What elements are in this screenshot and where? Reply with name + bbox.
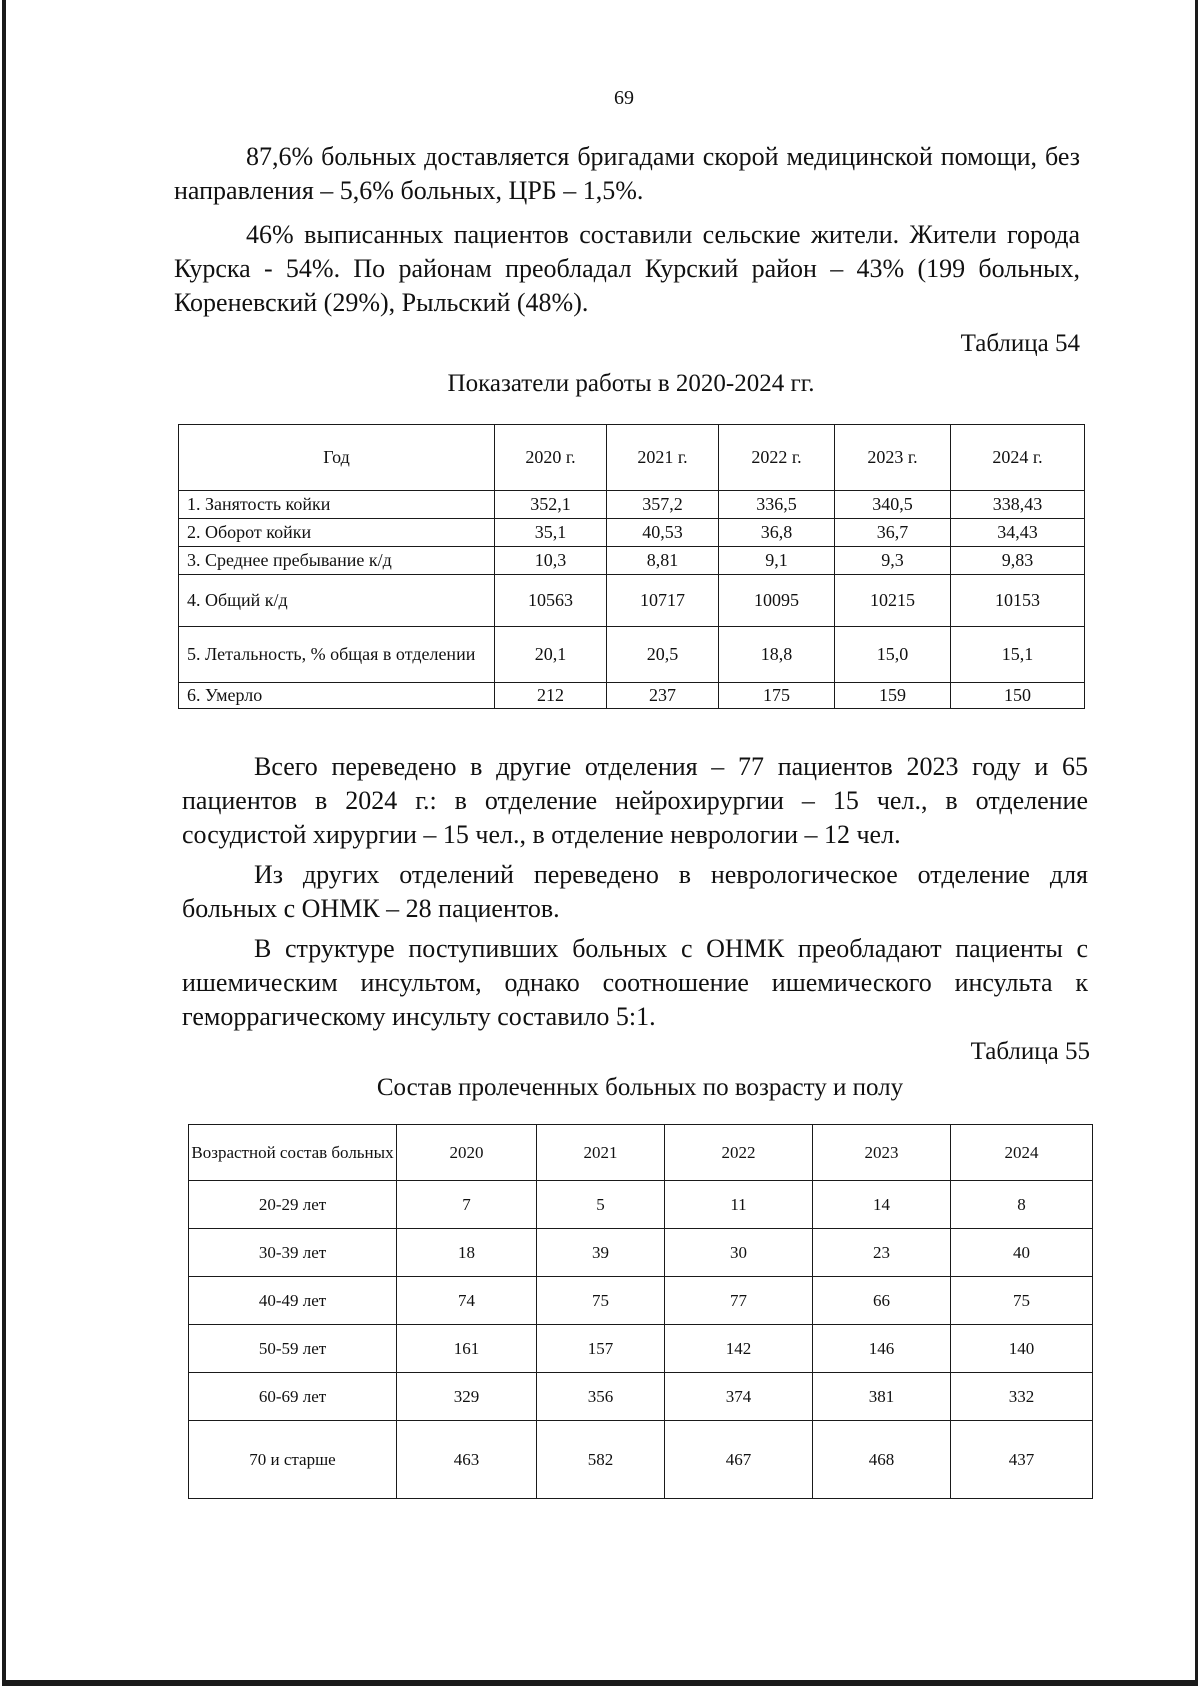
cell: 467 — [665, 1421, 813, 1499]
cell: 142 — [665, 1325, 813, 1373]
header-cell: 2024 г. — [951, 425, 1085, 491]
cell: 18,8 — [719, 627, 835, 683]
cell: 20,1 — [495, 627, 607, 683]
paragraph: В структуре поступивших больных с ОНМК преобладают пациенты с ишемическим инсультом, однако соотношение ишемического инсульта к геморрагическому инсульту составило 5:1. — [182, 934, 1088, 1031]
cell: 9,83 — [951, 547, 1085, 575]
table-row — [189, 1181, 1093, 1229]
cell: 437 — [951, 1421, 1093, 1499]
cell: 23 — [813, 1229, 951, 1277]
paragraph: 87,6% больных доставляется бригадами скорой медицинской помощи, без направления – 5,6% больных, ЦРБ – 1,5%. — [174, 142, 1080, 205]
cell: 146 — [813, 1325, 951, 1373]
cell: 75 — [537, 1277, 665, 1325]
cell: 77 — [665, 1277, 813, 1325]
cell: 8,81 — [607, 547, 719, 575]
body-text — [182, 750, 1088, 1034]
cell: 157 — [537, 1325, 665, 1373]
header-cell: 2022 — [665, 1125, 813, 1181]
paragraph: 46% выписанных пациентов составили сельские жители. Жители города Курска - 54%. По районам преобладал Курский район – 43% (199 больных, Кореневский (29%), Рыльский (48%). — [174, 220, 1080, 317]
table-row — [189, 1229, 1093, 1277]
table54-label: Таблица 54 — [960, 330, 1080, 357]
cell: 8 — [951, 1181, 1093, 1229]
cell: 237 — [607, 683, 719, 709]
paragraph: Всего переведено в другие отделения – 77 пациентов 2023 году и 65 пациентов в 2024 г.: в отделение нейрохирургии – 15 чел., в отделение сосудистой хирургии – 15 чел., в отделение неврологии – 12 чел. — [182, 752, 1088, 849]
cell: 36,7 — [835, 519, 951, 547]
header-cell: Год — [179, 425, 495, 491]
cell: 75 — [951, 1277, 1093, 1325]
cell: 336,5 — [719, 491, 835, 519]
cell: 212 — [495, 683, 607, 709]
cell: 338,43 — [951, 491, 1085, 519]
table-row — [179, 519, 1085, 547]
row-label: 20-29 лет — [189, 1181, 397, 1229]
cell: 34,43 — [951, 519, 1085, 547]
cell: 20,5 — [607, 627, 719, 683]
header-cell: 2020 — [397, 1125, 537, 1181]
table-row — [189, 1421, 1093, 1499]
table-row — [179, 575, 1085, 627]
cell: 352,1 — [495, 491, 607, 519]
cell: 356 — [537, 1373, 665, 1421]
cell: 36,8 — [719, 519, 835, 547]
cell: 10153 — [951, 575, 1085, 627]
header-cell: 2021 г. — [607, 425, 719, 491]
table-header-row — [179, 425, 1085, 491]
cell: 15,1 — [951, 627, 1085, 683]
header-cell: 2024 — [951, 1125, 1093, 1181]
cell: 40,53 — [607, 519, 719, 547]
table-row — [189, 1325, 1093, 1373]
row-label: 6. Умерло — [179, 683, 495, 709]
cell: 140 — [951, 1325, 1093, 1373]
row-label: 40-49 лет — [189, 1277, 397, 1325]
cell: 468 — [813, 1421, 951, 1499]
cell: 582 — [537, 1421, 665, 1499]
cell: 11 — [665, 1181, 813, 1229]
cell: 329 — [397, 1373, 537, 1421]
cell: 463 — [397, 1421, 537, 1499]
cell: 5 — [537, 1181, 665, 1229]
table-row — [179, 683, 1085, 709]
cell: 159 — [835, 683, 951, 709]
cell: 161 — [397, 1325, 537, 1373]
cell: 66 — [813, 1277, 951, 1325]
cell: 9,3 — [835, 547, 951, 575]
row-label: 70 и старше — [189, 1421, 397, 1499]
row-label: 50-59 лет — [189, 1325, 397, 1373]
cell: 381 — [813, 1373, 951, 1421]
header-cell: 2023 — [813, 1125, 951, 1181]
header-cell: 2023 г. — [835, 425, 951, 491]
header-cell: Возрастной состав больных — [189, 1125, 397, 1181]
page-number: 69 — [614, 87, 634, 109]
cell: 357,2 — [607, 491, 719, 519]
header-cell: 2022 г. — [719, 425, 835, 491]
cell: 30 — [665, 1229, 813, 1277]
row-label: 1. Занятость койки — [179, 491, 495, 519]
row-label: 5. Летальность, % общая в отделении — [179, 627, 495, 683]
table-row — [179, 627, 1085, 683]
row-label: 4. Общий к/д — [179, 575, 495, 627]
row-label: 3. Среднее пребывание к/д — [179, 547, 495, 575]
cell: 7 — [397, 1181, 537, 1229]
table-row — [179, 491, 1085, 519]
table-row — [179, 547, 1085, 575]
table55-title: Состав пролеченных больных по возрасту и полу — [376, 1074, 904, 1101]
cell: 10717 — [607, 575, 719, 627]
row-label: 2. Оборот койки — [179, 519, 495, 547]
cell: 332 — [951, 1373, 1093, 1421]
table54-title: Показатели работы в 2020-2024 гг. — [447, 370, 815, 397]
cell: 10095 — [719, 575, 835, 627]
cell: 15,0 — [835, 627, 951, 683]
cell: 39 — [537, 1229, 665, 1277]
cell: 175 — [719, 683, 835, 709]
cell: 18 — [397, 1229, 537, 1277]
table-row — [189, 1277, 1093, 1325]
cell: 340,5 — [835, 491, 951, 519]
row-label: 30-39 лет — [189, 1229, 397, 1277]
table54 — [178, 424, 1085, 709]
cell: 35,1 — [495, 519, 607, 547]
row-label: 60-69 лет — [189, 1373, 397, 1421]
cell: 40 — [951, 1229, 1093, 1277]
cell: 74 — [397, 1277, 537, 1325]
cell: 9,1 — [719, 547, 835, 575]
cell: 10563 — [495, 575, 607, 627]
cell: 10215 — [835, 575, 951, 627]
paragraph: Из других отделений переведено в неврологическое отделение для больных с ОНМК – 28 пациентов. — [182, 860, 1088, 923]
intro-text — [174, 140, 1080, 320]
table-header-row — [189, 1125, 1093, 1181]
cell: 14 — [813, 1181, 951, 1229]
header-cell: 2020 г. — [495, 425, 607, 491]
table55-label: Таблица 55 — [970, 1038, 1090, 1065]
header-cell: 2021 — [537, 1125, 665, 1181]
cell: 374 — [665, 1373, 813, 1421]
cell: 150 — [951, 683, 1085, 709]
cell: 10,3 — [495, 547, 607, 575]
table55 — [188, 1124, 1093, 1499]
table-row — [189, 1373, 1093, 1421]
